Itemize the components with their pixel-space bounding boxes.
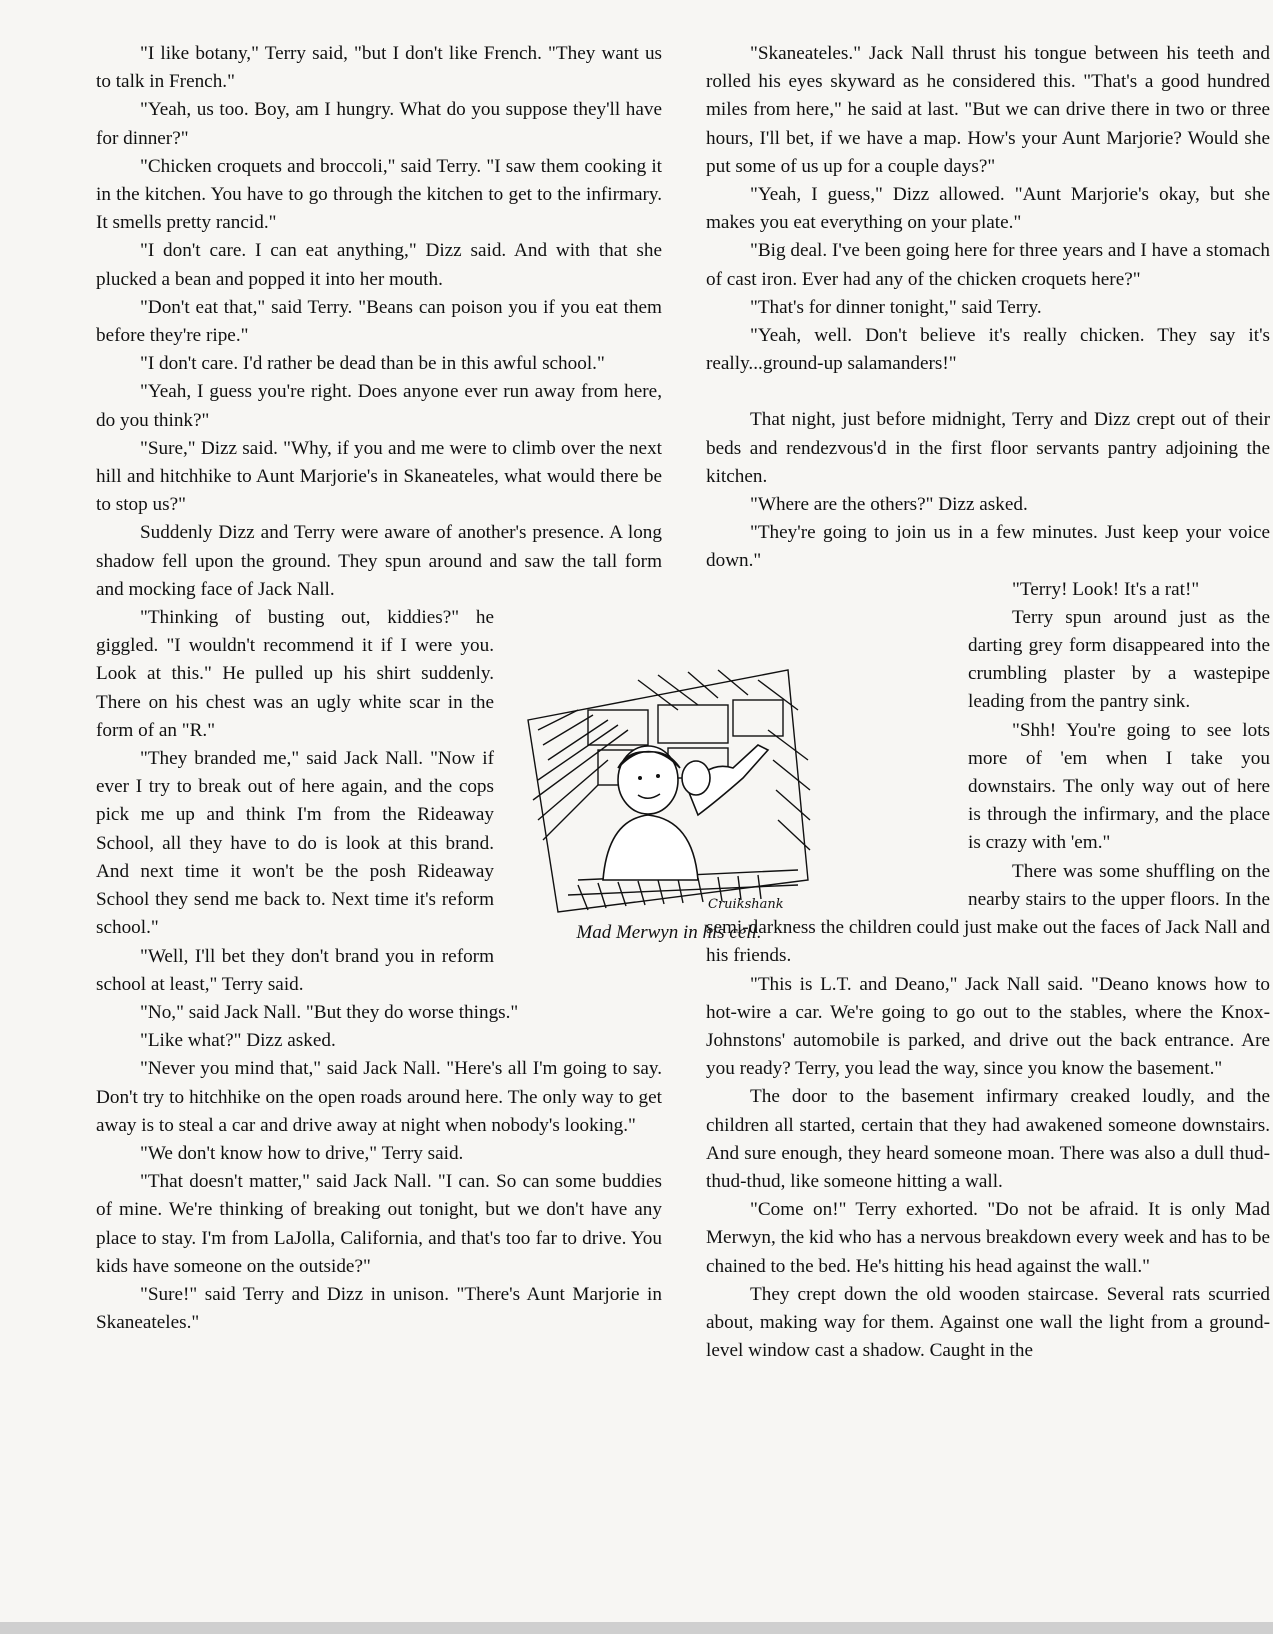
paragraph: "I don't care. I'd rather be dead than be in this awful school." bbox=[140, 353, 605, 375]
paragraph: "Skaneateles." Jack Nall thrust his tongue between his teeth and rolled his eyes skyward as he considered this. "That's a good hundred miles from here," he said at last. "But we can drive there in two or three hours, I'll bet, if we have a map. How's your Aunt Marjorie? Would she put some of us up for a couple days?" bbox=[706, 43, 1270, 177]
paragraph: "Chicken croquets and broccoli," said Terry. "I saw them cooking it in the kitchen. You have to go through the kitchen to get to the infirmary. It smells pretty rancid." bbox=[96, 155, 662, 234]
paragraph: "Big deal. I've been going here for three years and I have a stomach of cast iron. Ever had any of the chicken croquets here?" bbox=[706, 240, 1270, 290]
paragraph: Suddenly Dizz and Terry were aware of another's presence. A long shadow fell upon the ground. They spun around and saw the tall form and mocking face of Jack Nall. bbox=[96, 522, 662, 600]
paragraph: Terry spun around just as the darting grey form disappeared into the crumbling plaster by a wastepipe leading from the pantry sink. bbox=[968, 606, 1270, 713]
paragraph: "Yeah, I guess," Dizz allowed. "Aunt Marjorie's okay, but she makes you eat everything on your plate." bbox=[706, 184, 1270, 234]
scan-edge bbox=[0, 1622, 1273, 1634]
paragraph: "Thinking of busting out, kiddies?" he giggled. "I wouldn't recommend it if I were you. Look at this." He pulled up his shirt suddenly. There on his chest was an ugly white scar in the form of an "R." bbox=[96, 607, 494, 741]
paragraph: "I like botany," Terry said, "but I don't like French. "They want us to talk in French." bbox=[96, 43, 662, 93]
paragraph: "They're going to join us in a few minutes. Just keep your voice down." bbox=[706, 522, 1270, 572]
paragraph: "I don't care. I can eat anything," Dizz said. And with that she plucked a bean and popped it into her mouth. bbox=[96, 240, 662, 290]
paragraph: There was some shuffling on the nearby stairs to the upper floors. In the semi-darkness the children could just make out the faces of Jack Nall and his friends. bbox=[706, 860, 1270, 967]
paragraph: They crept down the old wooden staircase. Several rats scurried about, making way for them. Against one wall the light from a ground-level window cast a shadow. Caught in the bbox=[706, 1283, 1270, 1362]
paragraph: "Yeah, us too. Boy, am I hungry. What do you suppose they'll have for dinner?" bbox=[96, 99, 662, 149]
paragraph: That night, just before midnight, Terry and Dizz crept out of their beds and rendezvous'd in the first floor servants pantry adjoining the kitchen. bbox=[706, 409, 1270, 487]
paragraph: "We don't know how to drive," Terry said. bbox=[140, 1142, 464, 1164]
paragraph: "Never you mind that," said Jack Nall. "Here's all I'm going to say. Don't try to hitchhike on the open roads around here. The only way to get away is to steal a car and drive away at night when nobody's looking." bbox=[96, 1058, 662, 1136]
prison-cell-drawing bbox=[518, 650, 820, 922]
illustration bbox=[518, 650, 820, 952]
paragraph: "Terry! Look! It's a rat!" bbox=[1012, 578, 1200, 600]
paragraph: "No," said Jack Nall. "But they do worse things." bbox=[140, 1001, 519, 1023]
illustration-caption: Mad Merwyn in his cell. bbox=[576, 922, 762, 943]
paragraph: The door to the basement infirmary creaked loudly, and the children all started, certain that they had awakened someone downstairs. And sure enough, they heard someone moan. There was also a dull thud-thud-thud, like someone hitting a wall. bbox=[706, 1086, 1270, 1192]
paragraph: "That doesn't matter," said Jack Nall. "I can. So can some buddies of mine. We're thinking of breaking out tonight, but we don't have any place to stay. I'm from LaJolla, California, and that's too far to drive. You kids have someone on the outside?" bbox=[96, 1171, 662, 1277]
paragraph: "Come on!" Terry exhorted. "Do not be afraid. It is only Mad Merwyn, the kid who has a nervous breakdown every week and has to be chained to the bed. He's hitting his head against the wall." bbox=[706, 1199, 1270, 1277]
paragraph: "Shh! You're going to see lots more of 'em when I take you downstairs. The only way out of here is through the infirmary, and the place is crazy with 'em." bbox=[968, 719, 1270, 854]
paragraph: "Yeah, well. Don't believe it's really chicken. They say it's really...ground-up salamanders!" bbox=[706, 325, 1270, 375]
paragraph: "They branded me," said Jack Nall. "Now if ever I try to break out of here again, and the cops pick me up and think I'm from the Rideaway School, all they have to do is look at this brand. And next time it won't be the posh Rideaway School they send me back to. Next time it's reform school." bbox=[96, 748, 494, 939]
paragraph: "Yeah, I guess you're right. Does anyone ever run away from here, do you think?" bbox=[96, 381, 662, 431]
paragraph: "Where are the others?" Dizz asked. bbox=[750, 494, 1028, 516]
paragraph: "That's for dinner tonight," said Terry. bbox=[750, 296, 1042, 318]
paragraph: "Like what?" Dizz asked. bbox=[140, 1030, 336, 1052]
paragraph: "This is L.T. and Deano," Jack Nall said. "Deano knows how to hot-wire a car. We're going to go out to the stables, where the Knox-Johnstons' automobile is parked, and drive out the back entrance. Are you ready? Terry, you lead the way, since you know the basement." bbox=[706, 973, 1270, 1080]
paragraph: "Don't eat that," said Terry. "Beans can poison you if you eat them before they're ripe." bbox=[96, 296, 662, 347]
paragraph: "Sure," Dizz said. "Why, if you and me were to climb over the next hill and hitchhike to Aunt Marjorie's in Skaneateles, what would there be to stop us?" bbox=[96, 437, 662, 516]
paragraph: "Sure!" said Terry and Dizz in unison. "There's Aunt Marjorie in Skaneateles." bbox=[96, 1283, 662, 1334]
artist-signature: Cruikshank bbox=[708, 897, 784, 912]
paragraph: "Well, I'll bet they don't brand you in reform school at least," Terry said. bbox=[96, 945, 494, 995]
section-break bbox=[706, 378, 1270, 406]
